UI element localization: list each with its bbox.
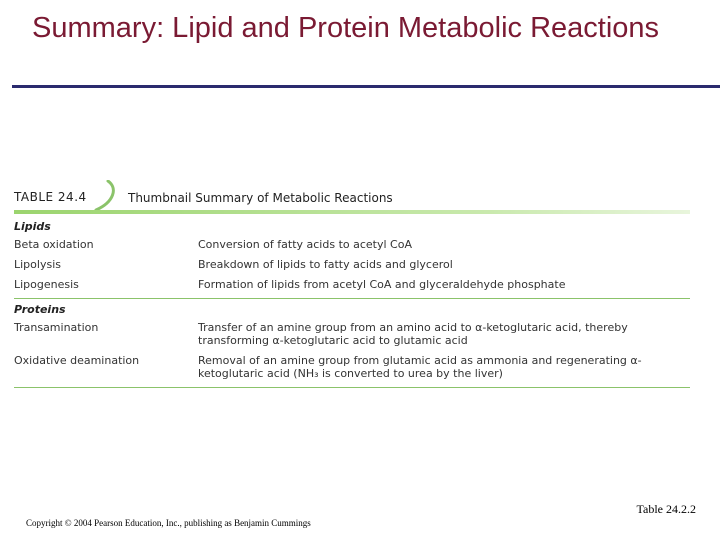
table-bottom-rule xyxy=(14,387,690,388)
table-row xyxy=(14,258,690,271)
slide-title: Summary: Lipid and Protein Metabolic Reactions xyxy=(32,12,660,44)
table-row xyxy=(14,321,690,347)
table-number: TABLE 24.4 xyxy=(14,190,87,204)
table-row xyxy=(14,238,690,251)
section-lipids xyxy=(14,220,690,291)
reaction-name: Transamination xyxy=(14,321,99,334)
reaction-description: Transfer of an amine group from an amino acid to α-ketoglutaric acid, thereby transforming α-ketoglutaric acid to glutamic acid xyxy=(198,321,628,347)
reaction-description: Conversion of fatty acids to acetyl CoA xyxy=(198,238,412,251)
reaction-name: Beta oxidation xyxy=(14,238,94,251)
reaction-description: Removal of an amine group from glutamic acid as ammonia and regenerating α-ketoglutaric acid (NH₃ is converted to urea by the liver) xyxy=(198,354,642,380)
reaction-name: Lipolysis xyxy=(14,258,61,271)
section-label: Lipids xyxy=(14,220,51,233)
section-label: Proteins xyxy=(14,303,66,316)
reaction-description: Formation of lipids from acetyl CoA and glyceraldehyde phosphate xyxy=(198,278,566,291)
section-divider xyxy=(14,298,690,299)
section-proteins xyxy=(14,303,690,380)
table-caption: Thumbnail Summary of Metabolic Reactions xyxy=(128,191,393,205)
table-reference: Table 24.2.2 xyxy=(636,502,696,516)
copyright-notice: Copyright © 2004 Pearson Education, Inc., publishing as Benjamin Cummings xyxy=(26,518,311,528)
table-row xyxy=(14,278,690,291)
table-row xyxy=(14,354,690,380)
title-divider xyxy=(12,85,720,88)
reaction-name: Oxidative deamination xyxy=(14,354,140,367)
table-header-rule xyxy=(14,210,690,214)
reaction-name: Lipogenesis xyxy=(14,278,79,291)
metabolic-reactions-table xyxy=(14,180,690,392)
table-header xyxy=(14,180,690,210)
swoosh-icon xyxy=(94,180,124,212)
reaction-description: Breakdown of lipids to fatty acids and glycerol xyxy=(198,258,453,271)
